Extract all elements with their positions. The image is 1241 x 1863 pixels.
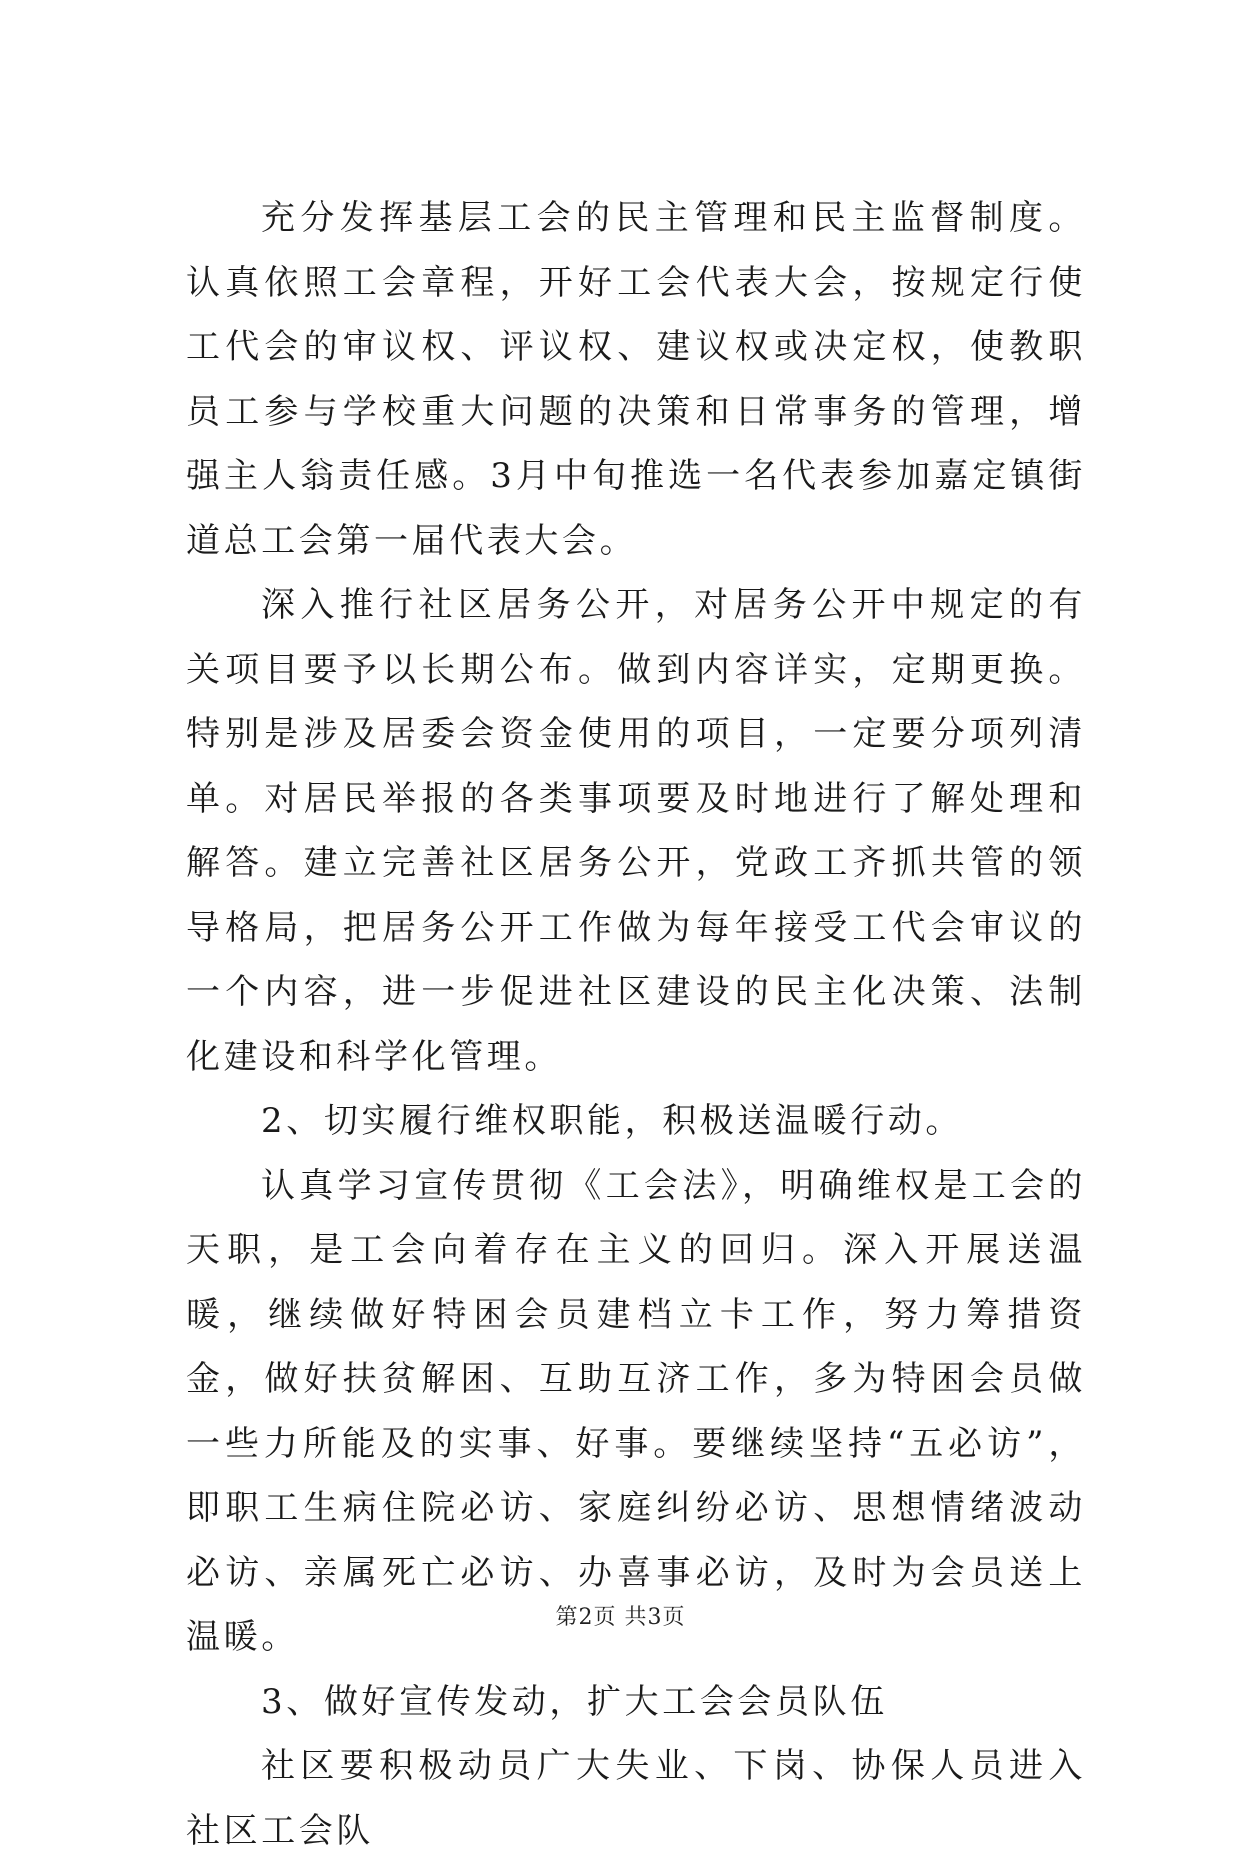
section-heading-publicity: 3、做好宣传发动，扩大工会会员队伍 xyxy=(261,1681,888,1722)
paragraph-member-recruitment: 社区要积极动员广大失业、下岗、协保人员进入社区工会队 xyxy=(186,1746,1086,1851)
paragraph-affairs-disclosure: 深入推行社区居务公开，对居务公开中规定的有关项目要予以长期公布。做到内容详实，定期更换。特别是涉及居委会资金使用的项目，一定要分项列清单。对居民举报的各类事项要及时地进行了解处理和解答。建立完善社区居务公开，党政工齐抓共管的领导格局，把居务公开工作做为每年接受工代会审议的一个内容，进一步促进社区建设的民主化决策、法制化建设和科学化管理。 xyxy=(186,585,1086,1077)
paragraph-democratic-management: 充分发挥基层工会的民主管理和民主监督制度。认真依照工会章程，开好工会代表大会，按规定行使工代会的审议权、评议权、建议权或决定权，使教职员工参与学校重大问题的决策和日常事务的管理，增强主人翁责任感。3月中旬推选一名代表参加嘉定镇街道总工会第一届代表大会。 xyxy=(186,198,1086,561)
page-number-footer: 第2页 共3页 xyxy=(555,1605,686,1630)
paragraph-rights-protection: 认真学习宣传贯彻《工会法》，明确维权是工会的天职，是工会向着存在主义的回归。深入开展送温暖，继续做好特困会员建档立卡工作，努力筹措资金，做好扶贫解困、互助互济工作，多为特困会员做一些力所能及的实事、好事。要继续坚持“五必访”，即职工生病住院必访、家庭纠纷必访、思想情绪波动必访、亲属死亡必访、办喜事必访，及时为会员送上温暖。 xyxy=(186,1165,1086,1657)
section-heading-rights-protection: 2、切实履行维权职能，积极送温暖行动。 xyxy=(261,1101,964,1141)
